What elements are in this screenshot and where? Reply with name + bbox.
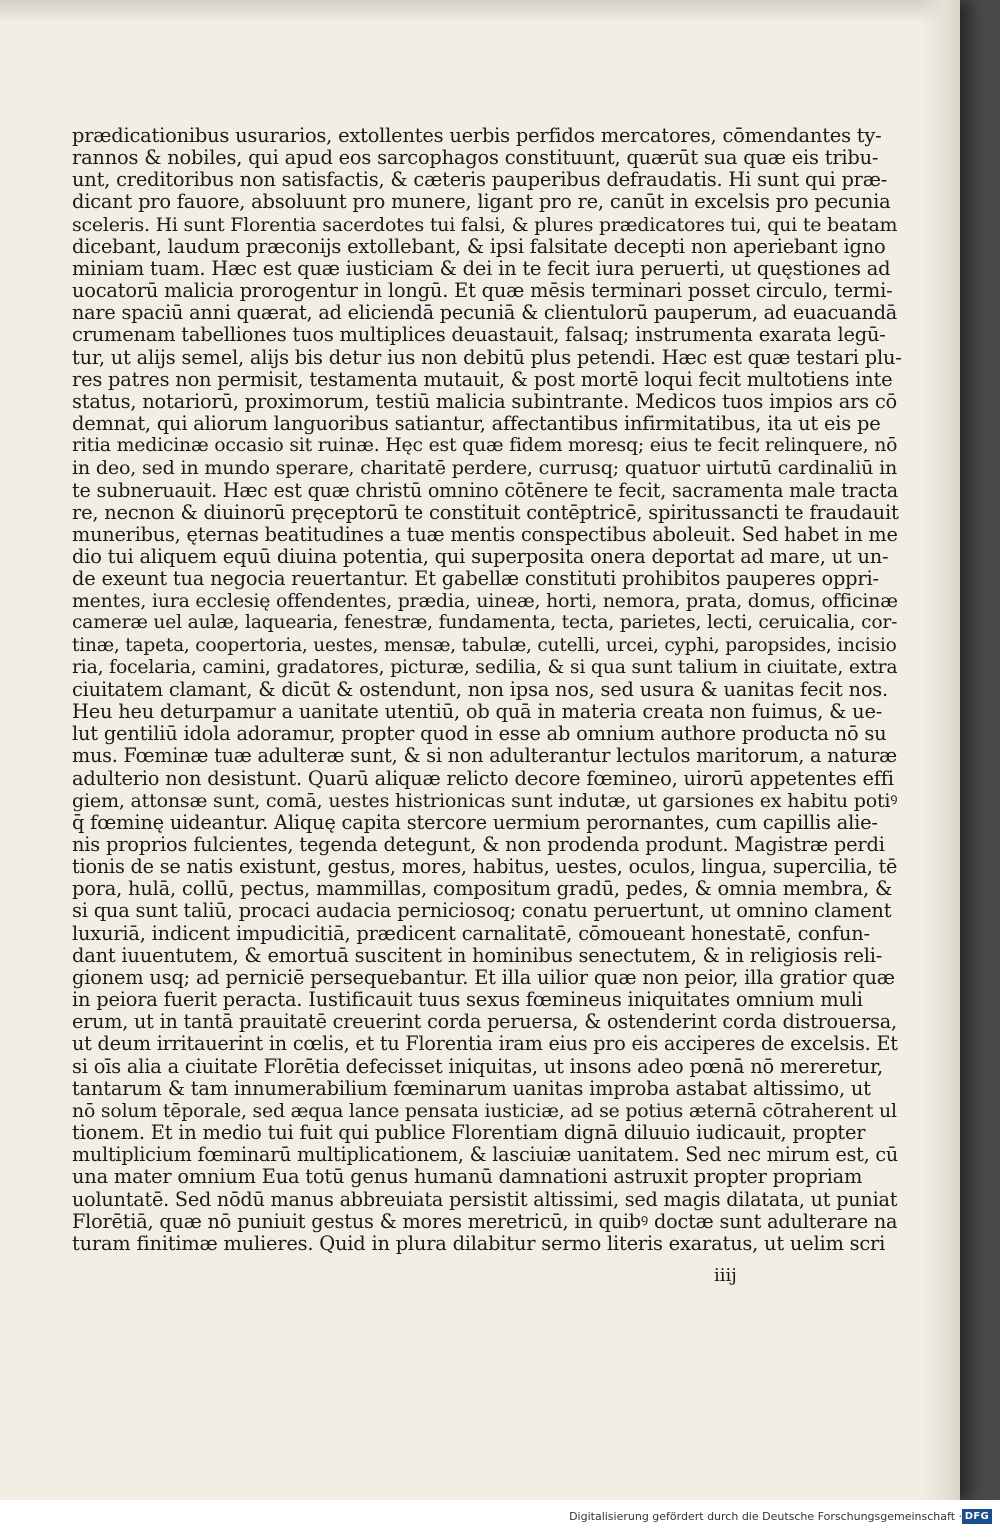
text-line: si qua sunt taliū, procaci audacia perniciosoq; conatu peruertunt, ut omnino clament	[72, 900, 892, 923]
text-line: demnat, qui aliorum languoribus satiantur, affectantibus infirmitatibus, ita ut eis pe	[72, 413, 881, 436]
page-signature-mark: iiij	[714, 1265, 737, 1286]
text-line: multiplicium fœminarū multiplicationem, & lasciuiæ uanitatem. Sed nec mirum est, cū	[72, 1144, 899, 1167]
latin-text-block	[72, 125, 902, 1255]
text-line: re, necnon & diuinorū pręceptorū te constituit contēptricē, spiritussancti te fraudauit	[72, 501, 899, 524]
text-line: sceleris. Hi sunt Florentia sacerdotes tui falsi, & plures prædicatores tui, qui te beatam	[72, 213, 898, 236]
text-line: lut gentiliū idola adoramur, propter quod in esse ab omnium authore producta nō su	[72, 723, 887, 746]
text-line: crumenam tabelliones tuos multiplices deuastauit, falsaq; instrumenta exarata legū-	[72, 324, 886, 347]
text-line: ut deum irritauerint in cœlis, et tu Florentia iram eius pro eis acciperes de excelsis. Et	[72, 1033, 898, 1056]
text-line: pora, hulā, collū, pectus, mammillas, compositum gradū, pedes, & omnia membra, &	[72, 878, 893, 901]
text-line: ciuitatem clamant, & dicūt & ostendunt, non ipsa nos, sed usura & uanitas fecit nos.	[72, 678, 889, 701]
funding-notice: Digitalisierung gefördert durch die Deutsche Forschungsgemeinschaft ·	[569, 1510, 962, 1523]
funding-footer	[0, 1500, 1000, 1528]
paper-top-edge	[0, 0, 960, 22]
text-line: dio tui aliquem equū diuina potentia, qui superposita onera deportat ad mare, ut un-	[72, 545, 889, 568]
text-line: uocatorū malicia prorogentur in longū. Et quæ mēsis terminari posset circulo, termi-	[72, 280, 893, 303]
text-line: tur, ut alijs semel, alijs bis detur ius non debitū plus petendi. Hæc est quæ testari plu-	[72, 346, 902, 369]
text-line: ria, focelaria, camini, gradatores, picturæ, sedilia, & si qua sunt talium in ciuitate, extra	[72, 656, 898, 678]
text-line: q̄ fœminę uideantur. Aliquę capita stercore uermium perornantes, cum capillis alie-	[72, 811, 878, 834]
text-line: miniam tuam. Hæc est quæ iusticiam & dei in te fecit iura peruerti, ut quęstiones ad	[72, 257, 891, 280]
text-line: gionem usq; ad perniciē persequebantur. Et illa uilior quæ non peior, illa gratior quæ	[72, 966, 895, 989]
text-line: ritia medicinæ occasio sit ruinæ. Hęc est quæ fidem moresq; eius te fecit relinquere, nō	[72, 435, 898, 457]
text-line: nis proprios fulcientes, tegenda detegunt, & non prodenda produnt. Magistræ perdi	[72, 834, 885, 856]
text-line: adulterio non desistunt. Quarū aliquæ relicto decore fœmineo, uirorū appetentes effi	[72, 767, 894, 790]
text-line: rannos & nobiles, qui apud eos sarcophagos constituunt, quærūt sua quæ eis tribu-	[72, 147, 879, 170]
text-line: mentes, iura ecclesię offendentes, prædia, uineæ, horti, nemora, prata, domus, officinæ	[72, 590, 898, 613]
text-line: unt, creditoribus non satisfactis, & cæteris pauperibus defraudatis. Hi sunt qui præ-	[72, 169, 888, 192]
text-line: tionem. Et in medio tui fuit qui publice Florentiam dignā diluuio iudicauit, propter	[72, 1122, 866, 1145]
text-line: luxuriā, indicent impudicitiā, prædicent carnalitatē, cōmoueant honestatē, confun-	[72, 922, 870, 945]
text-line: una mater omnium Eua totū genus humanū damnationi astruxit propter propriam	[72, 1166, 863, 1189]
text-line: muneribus, ęternas beatitudines a tuæ mentis conspectibus aboleuit. Sed habet in me	[72, 523, 898, 546]
text-line: uoluntatē. Sed nōdū manus abbreuiata persistit altissimi, sed magis dilatata, ut puniat	[72, 1188, 898, 1211]
text-line: de exeunt tua negocia reuertantur. Et gabellæ constituti prohibitos pauperes oppri-	[72, 568, 879, 591]
text-line: prædicationibus usurarios, extollentes uerbis perfidos mercatores, cōmendantes ty-	[72, 125, 882, 147]
text-line: Heu heu deturpamur a uanitate utentiū, ob quā in materia creata non fuimus, & ue-	[72, 701, 883, 724]
paper-right-edge	[920, 0, 960, 1500]
text-line: Florētiā, quæ nō puniuit gestus & mores meretricū, in quibꝰ doctæ sunt adulterare na	[72, 1210, 898, 1233]
text-line: nare spaciū anni quærat, ad eliciendā pecuniā & clientulorū pauperum, ad euacuandā	[72, 302, 898, 325]
text-line: dant iuuentutem, & emortuā suscitent in hominibus senectutem, & in religiosis reli-	[72, 944, 883, 967]
text-line: turam finitimæ mulieres. Quid in plura dilabitur sermo literis exaratus, ut uelim scri	[72, 1232, 886, 1255]
text-line: nō solum tēporale, sed æqua lance pensata iusticiæ, ad se potius æternā cōtraherent ul	[72, 1099, 897, 1122]
text-line: giem, attonsæ sunt, comā, uestes histrionicas sunt indutæ, ut garsiones ex habitu potiꝰ	[72, 789, 898, 812]
text-line: dicebant, laudum præconijs extollebant, & ipsi falsitate decepti non aperiebant igno	[72, 235, 886, 258]
text-line: in peiora fuerit peracta. Iustificauit tuus sexus fœmineus iniquitates omnium muli	[72, 989, 863, 1012]
text-line: tantarum & tam innumerabilium fœminarum uanitas improba astabat altissimo, ut	[72, 1077, 871, 1100]
text-line: cameræ uel aulæ, laquearia, fenestræ, fundamenta, tecta, parietes, lecti, ceruicalia, cor-	[72, 612, 898, 634]
text-line: tionis de se natis existunt, gestus, mores, habitus, uestes, oculos, lingua, supercilia, tē	[72, 856, 898, 879]
text-line: dicant pro fauore, absoluunt pro munere, ligant pro re, canūt in excelsis pro pecunia	[72, 191, 891, 214]
text-line: mus. Fœminæ tuæ adulteræ sunt, & si non adulterantur lectulos maritorum, a naturæ	[72, 745, 897, 768]
text-line: in deo, sed in mundo sperare, charitatē perdere, currusq; quatuor uirtutū cardinaliū in	[72, 457, 898, 480]
text-line: status, notariorū, proximorum, testiū malicia subintrante. Medicos tuos impios ars cō	[72, 390, 898, 413]
text-line: res patres non permisit, testamenta mutauit, & post mortē loqui fecit multotiens inte	[72, 368, 893, 391]
text-line: erum, ut in tantā prauitatē creuerint corda peruersa, & ostenderint corda distrouersa,	[72, 1011, 897, 1034]
text-line: te subneruauit. Hæc est quæ christū omnino cōtēnere te fecit, sacramenta male tracta	[72, 479, 898, 502]
text-line: si oīs alia a ciuitate Florētia defecisset iniquitas, ut insons adeo pœnā nō mereretur,	[72, 1055, 883, 1078]
dfg-logo: DFG	[962, 1509, 992, 1524]
text-line: tinæ, tapeta, coopertoria, uestes, mensæ, tabulæ, cutelli, urcei, cyphi, paropsides, incisio	[72, 634, 897, 656]
